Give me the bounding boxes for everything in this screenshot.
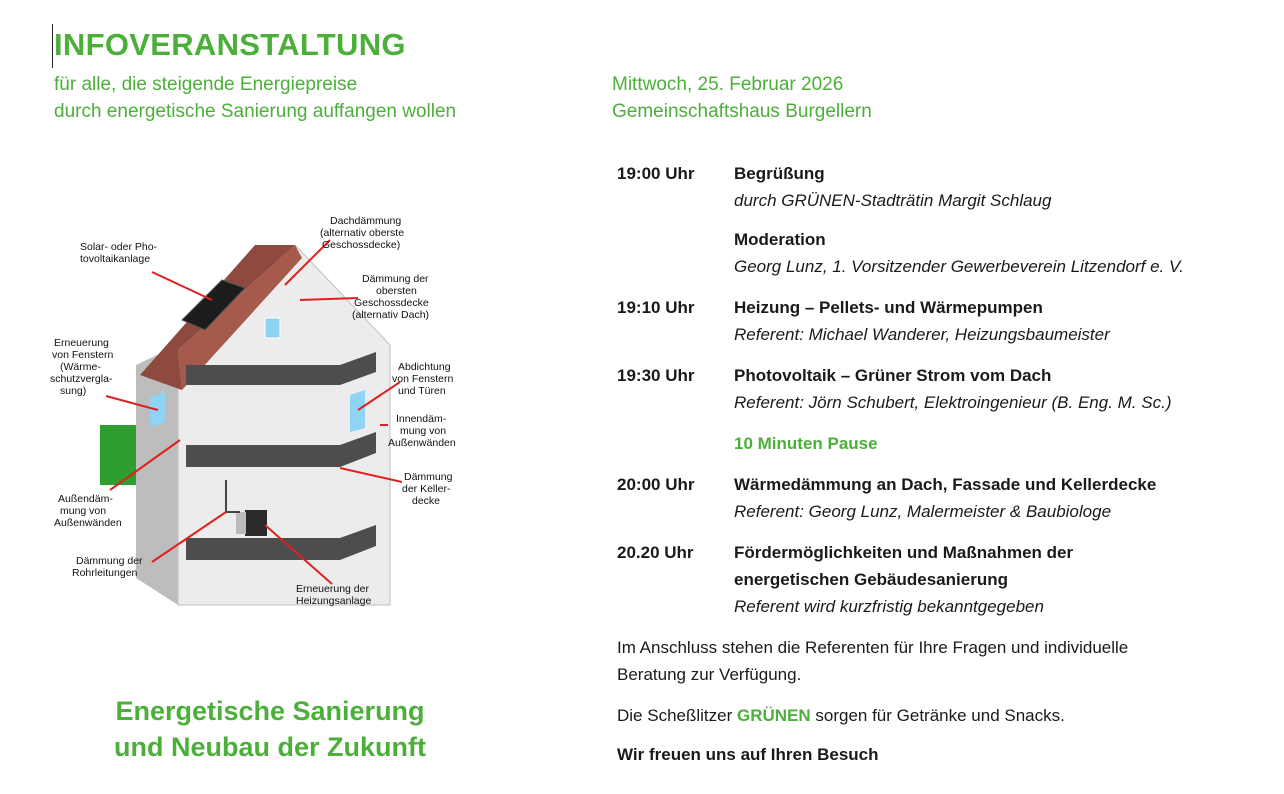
agenda-pause: 10 Minuten Pause xyxy=(734,434,878,453)
label-pipes: Dämmung der Rohrleitungen xyxy=(72,555,143,579)
agenda-item-detail: Referent: Michael Wanderer, Heizungsbaumeister xyxy=(734,325,1110,344)
snacks-text-post: sorgen für Getränke und Snacks. xyxy=(810,706,1065,725)
agenda-item-title: Begrüßung xyxy=(734,164,825,183)
slogan-line: und Neubau der Zukunft xyxy=(114,732,426,762)
label-exterior: Außendäm-mung von Außenwänden xyxy=(54,493,122,529)
agenda-item-title: Photovoltaik – Grüner Strom vom Dach xyxy=(734,366,1052,385)
agenda-row xyxy=(617,539,1267,620)
agenda-item-detail: Referent: Jörn Schubert, Elektroingenieur (B. Eng. M. Sc.) xyxy=(734,393,1172,412)
agenda-time: 19:30 Uhr xyxy=(617,366,695,385)
agenda-item-title-cont: energetischen Gebäudesanierung xyxy=(734,570,1008,589)
heating-unit xyxy=(245,510,267,536)
boiler xyxy=(236,512,246,534)
agenda-row xyxy=(617,471,1267,525)
snacks-note xyxy=(617,702,1257,729)
agenda-time: 20:00 Uhr xyxy=(617,475,695,494)
label-heating: Erneuerung der Heizungsanlage xyxy=(296,583,372,607)
label-roof: Dachdämmung (alternativ oberste Geschossdecke) xyxy=(320,215,405,251)
agenda-item-detail: Georg Lunz, 1. Vorsitzender Gewerbeverein Litzendorf e. V. xyxy=(734,257,1184,276)
closing-note xyxy=(617,634,1257,688)
text-cursor xyxy=(52,24,53,68)
agenda-item-detail: Referent wird kurzfristig bekanntgegeben xyxy=(734,597,1044,616)
agenda-item xyxy=(734,471,1267,525)
slogan xyxy=(60,693,480,765)
closing-line: Im Anschluss stehen die Referenten für Ihre Fragen und individuelle xyxy=(617,638,1129,657)
agenda-item xyxy=(734,362,1267,416)
agenda-item-detail: durch GRÜNEN-Stadträtin Margit Schlaug xyxy=(734,191,1052,210)
event-subtitle xyxy=(54,71,456,125)
label-interior: Innendäm-mung von Außenwänden xyxy=(388,413,456,449)
label-sealing: Abdichtung von Fenstern und Türen xyxy=(392,361,454,397)
label-basement: Dämmung der Keller-decke xyxy=(402,471,453,507)
window xyxy=(265,318,280,338)
event-info xyxy=(612,71,872,125)
event-date: Mittwoch, 25. Februar 2026 xyxy=(612,74,844,95)
agenda-item-title: Fördermöglichkeiten und Maßnahmen der xyxy=(734,543,1074,562)
agenda-item-title: Moderation xyxy=(734,230,826,249)
agenda xyxy=(617,160,1267,634)
slogan-line: Energetische Sanierung xyxy=(115,696,425,726)
agenda-row xyxy=(617,362,1267,416)
agenda-time: 19:00 Uhr xyxy=(617,164,695,183)
agenda-item xyxy=(734,539,1267,620)
agenda-item xyxy=(734,294,1267,348)
label-solar: Solar- oder Pho-tovoltaikanlage xyxy=(80,241,158,265)
party-name: GRÜNEN xyxy=(736,706,811,725)
closing-line: Beratung zur Verfügung. xyxy=(617,665,802,684)
agenda-item-detail: Referent: Georg Lunz, Malermeister & Baubiologe xyxy=(734,502,1112,521)
agenda-item xyxy=(734,160,1267,214)
page-title: INFOVERANSTALTUNG xyxy=(54,27,406,62)
window xyxy=(350,390,365,432)
agenda-item-title: Wärmedämmung an Dach, Fassade und Kellerdecke xyxy=(734,475,1157,494)
label-ceiling: Dämmung der obersten Geschossdecke (alternativ Dach) xyxy=(352,273,430,321)
agenda-row xyxy=(617,294,1267,348)
subtitle-line: für alle, die steigende Energiepreise xyxy=(54,74,358,95)
snacks-text-pre: Die Scheßlitzer xyxy=(617,706,737,725)
agenda-pause-row xyxy=(617,430,1267,457)
agenda-row xyxy=(617,160,1267,280)
house-illustration xyxy=(40,200,480,620)
event-venue: Gemeinschaftshaus Burgellern xyxy=(612,101,872,122)
agenda-time: 20.20 Uhr xyxy=(617,543,694,562)
agenda-item-title: Heizung – Pellets- und Wärmepumpen xyxy=(734,298,1043,317)
subtitle-line: durch energetische Sanierung auffangen wollen xyxy=(54,101,457,122)
thanks-note: Wir freuen uns auf Ihren Besuch xyxy=(617,745,879,764)
agenda-time: 19:10 Uhr xyxy=(617,298,695,317)
agenda-item xyxy=(734,226,1267,280)
label-windows: Erneuerung von Fenstern (Wärme-schutzvergla-sung) xyxy=(50,337,114,397)
